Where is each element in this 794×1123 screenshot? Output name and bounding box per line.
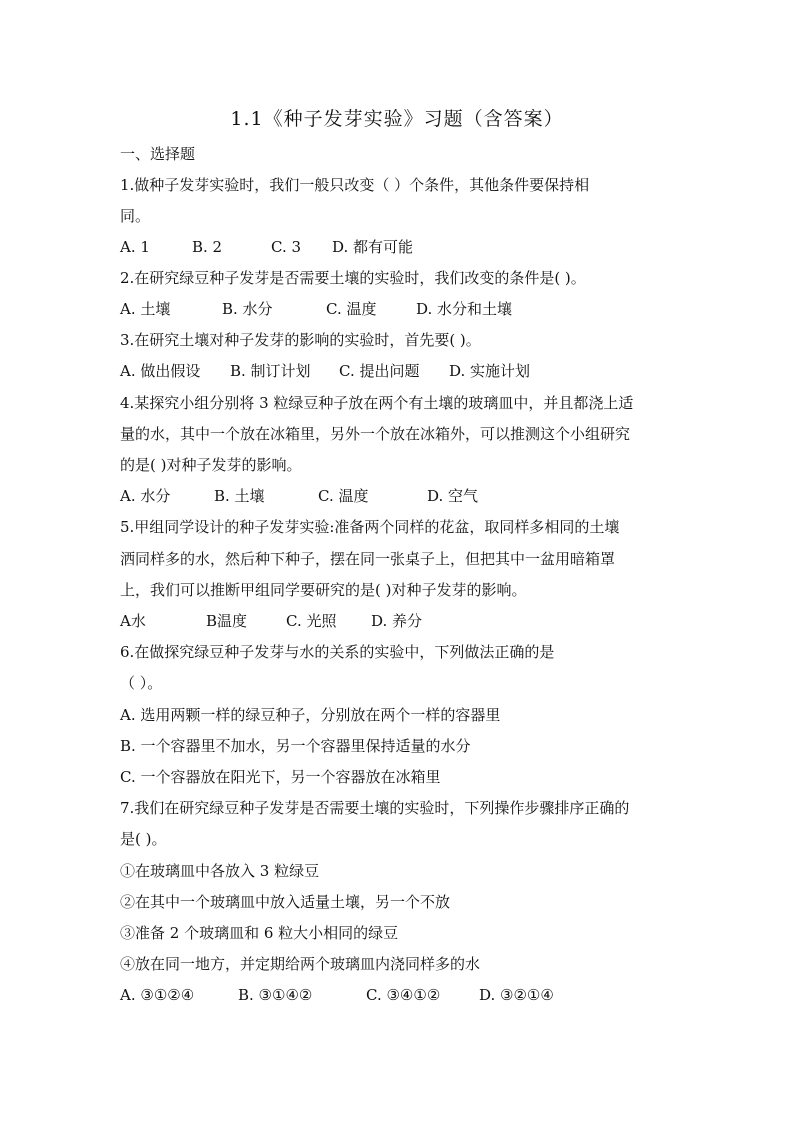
step-2: ②在其中一个玻璃皿中放入适量土壤，另一个不放 [120, 893, 451, 911]
option-a: A水 [120, 612, 146, 630]
option-b: B. ③①④② [238, 986, 313, 1004]
option-c: C. 一个容器放在阳光下，另一个容器放在冰箱里 [120, 768, 441, 786]
option-b: B. 制订计划 [230, 362, 311, 380]
option-d: D. ③②①④ [479, 986, 554, 1004]
question-5-text: 5.甲组同学设计的种子发芽实验:准备两个同样的花盆，取同样多相同的土壤 [120, 518, 620, 536]
question-4-text-cont: 量的水，其中一个放在冰箱里，另外一个放在冰箱外，可以推测这个小组研究 [120, 425, 631, 443]
question-4-text: 4.某探究小组分别将 3 粒绿豆种子放在两个有土壤的玻璃皿中，并且都浇上适 [120, 394, 634, 412]
option-c: C. 光照 [286, 612, 337, 630]
option-c: C. 3 [271, 238, 302, 256]
option-b: B. 水分 [222, 300, 273, 318]
option-d: D. 空气 [427, 487, 479, 505]
option-a: A. 1 [120, 238, 150, 256]
option-b: B温度 [206, 612, 248, 630]
option-a: A. 选用两颗一样的绿豆种子，分别放在两个一样的容器里 [120, 706, 501, 724]
step-3: ③准备 2 个玻璃皿和 6 粒大小相同的绿豆 [120, 924, 399, 942]
option-a: A. ③①②④ [120, 986, 195, 1004]
option-d: D. 都有可能 [332, 238, 414, 256]
option-a: A. 做出假设 [120, 362, 201, 380]
option-a: A. 土壤 [120, 300, 171, 318]
question-3-text: 3.在研究土壤对种子发芽的影响的实验时，首先要( )。 [120, 331, 481, 349]
question-6-text: 6.在做探究绿豆种子发芽与水的关系的实验中，下列做法正确的是 [120, 643, 555, 661]
question-2-text: 2.在研究绿豆种子发芽是否需要土壤的实验时，我们改变的条件是( )。 [120, 269, 586, 287]
question-6-text-cont: （ ）。 [120, 674, 163, 692]
option-d: D. 实施计划 [449, 362, 531, 380]
option-b: B. 2 [192, 238, 223, 256]
question-5-text-cont: 上，我们可以推断甲组同学要研究的是( )对种子发芽的影响。 [120, 581, 527, 599]
question-1-text: 1.做种子发芽实验时，我们一般只改变（ ）个条件，其他条件要保持相 [120, 176, 590, 194]
page-title: 1.1《种子发芽实验》习题（含答案） [230, 108, 564, 130]
step-1: ①在玻璃皿中各放入 3 粒绿豆 [120, 862, 320, 880]
option-c: C. 提出问题 [339, 362, 420, 380]
option-b: B. 土壤 [214, 487, 265, 505]
option-d: D. 养分 [371, 612, 423, 630]
question-7-text: 7.我们在研究绿豆种子发芽是否需要土壤的实验时，下列操作步骤排序正确的 [120, 799, 630, 817]
option-b: B. 一个容器里不加水，另一个容器里保持适量的水分 [120, 737, 471, 755]
question-1-text-cont: 同。 [120, 207, 151, 225]
question-7-text-cont: 是( )。 [120, 830, 167, 848]
option-c: C. 温度 [326, 300, 377, 318]
option-c: C. ③④①② [366, 986, 441, 1004]
option-c: C. 温度 [318, 487, 369, 505]
option-a: A. 水分 [120, 487, 171, 505]
question-4-text-cont: 的是( )对种子发芽的影响。 [120, 456, 302, 474]
option-d: D. 水分和土壤 [416, 300, 513, 318]
question-5-text-cont: 洒同样多的水，然后种下种子，摆在同一张桌子上，但把其中一盆用暗箱罩 [120, 550, 616, 568]
section-heading: 一、选择题 [120, 145, 196, 163]
step-4: ④放在同一地方，并定期给两个玻璃皿内浇同样多的水 [120, 955, 481, 973]
